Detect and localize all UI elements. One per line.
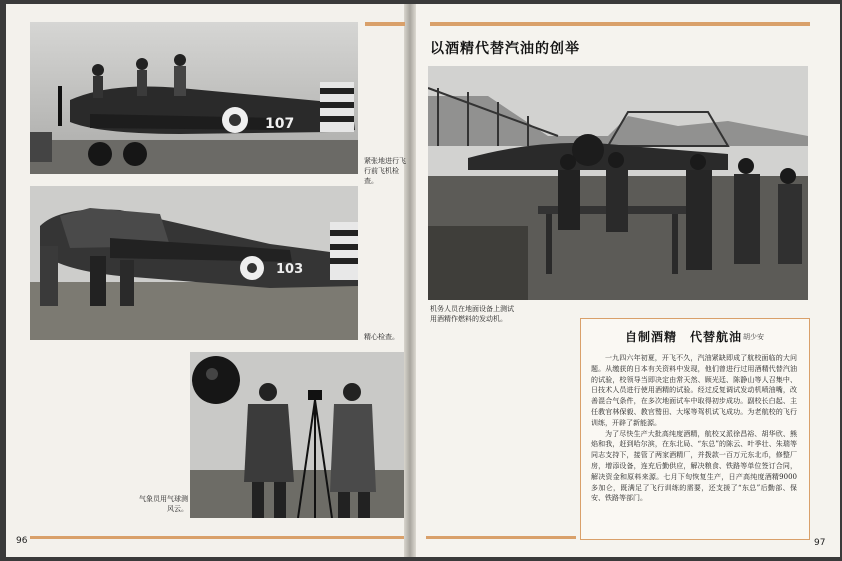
caption-preflight: 紧张地进行飞行前飞机检查。 xyxy=(364,157,406,185)
page-number-right: 97 xyxy=(814,538,826,548)
top-rule-left xyxy=(365,22,405,26)
aircraft-number-103: 103 xyxy=(276,262,304,277)
photo-aircraft-preflight xyxy=(30,22,358,174)
article-body xyxy=(591,353,797,504)
bottom-rule-left xyxy=(30,536,404,539)
article-box xyxy=(580,318,810,540)
caption-engine-test: 机务人员在地面设备上测试用酒精作燃料的发动机。 xyxy=(430,305,514,323)
bottom-rule-right xyxy=(426,536,576,539)
page-headline: 以酒精代替汽油的创举 xyxy=(430,41,580,57)
article-paragraph: 为了尽快生产大批高纯度酒精，航校又派徐昌裕、胡华欣、熊焰和我，赶到哈尔滨，在东北局、“东总”的陈云、叶季壮、朱瑞等同志支持下，接管了两家酒精厂，并拨款一百万元东北币，修整厂房，增添设备，连充后勤供应，解决粮食、铁路等单位签订合同，解决资金和原料来源。七月下旬恢复生产，日产高纯度酒精9000多加仑，既满足了飞行训练的需要，还支援了“东总”后勤部、保安、铁路等部门。 xyxy=(591,429,797,503)
photo-engine-ground-test xyxy=(428,66,808,300)
photo-aircraft-inspection xyxy=(30,186,358,340)
caption-inspection: 精心检查。 xyxy=(364,333,399,341)
photo-weather-balloon xyxy=(190,352,404,518)
aircraft-number-107: 107 xyxy=(265,116,295,132)
caption-weather-balloon: 气象员用气球测风云。 xyxy=(139,495,188,513)
page-gutter xyxy=(404,4,416,557)
article-author: 胡少安 xyxy=(743,333,764,341)
article-paragraph: 一九四六年初夏，开飞不久，汽油紧缺即成了航校面临的大问题。从缴获的日本有关资料中发现，他们曾进行过用酒精代替汽油的试验，校领导当即决定由常天然、顾光廷、陈静山等人召集中、日技术人员进行使用酒精的试验。经过反复调试发动机喷油嘴，改善混合气条件，在多次地面试车中取得初步成功。副校长白起、主任教官林保毅、教官鹫田、大塚等驾机试飞成功。为老航校的飞行训练，开辟了新能源。 xyxy=(591,354,797,427)
article-title: 自制酒精 代替航油 xyxy=(625,330,743,344)
top-rule-right xyxy=(430,22,810,26)
page-number-left: 96 xyxy=(16,536,28,546)
